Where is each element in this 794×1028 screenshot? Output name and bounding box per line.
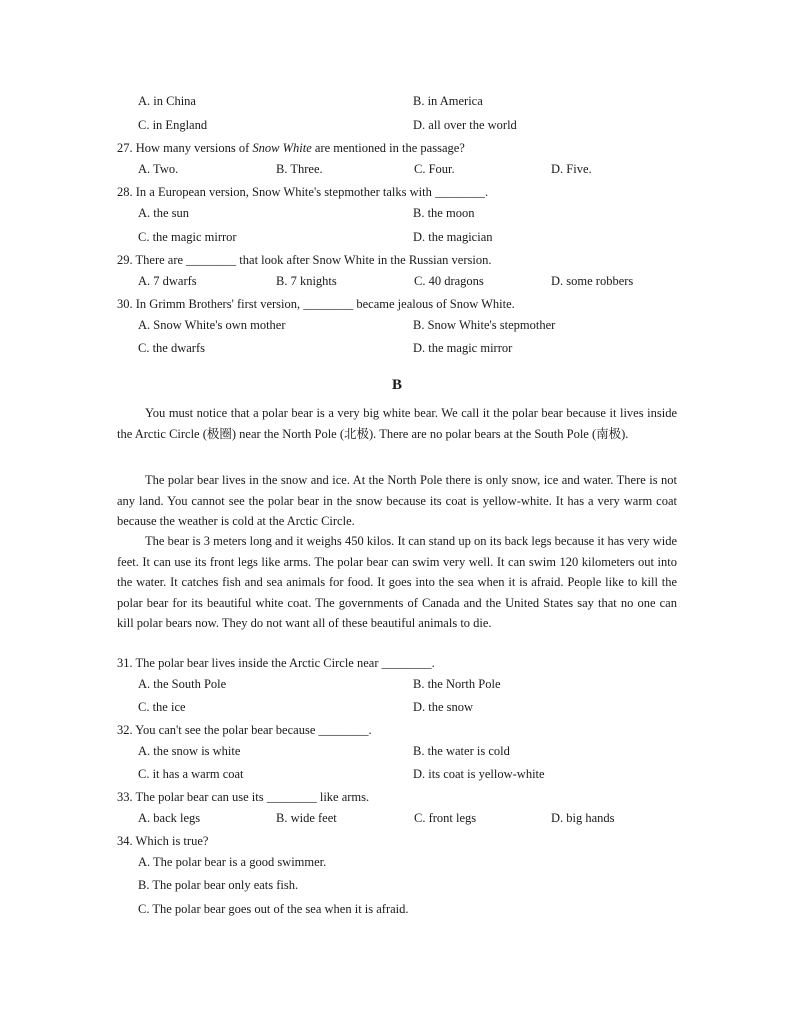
q31-option-c: C. the ice (138, 700, 186, 714)
passage-paragraph-3: The bear is 3 meters long and it weighs 450 kilos. It can stand up on its back legs because it has very wide feet. It can use its front legs like arms. The polar bear can swim very well. It can swim 120 kilometers out into the water. It catches fish and sea animals for food. It goes into the sea when it is afraid. People like to kill the polar bear for its beautiful white coat. The governments of Canada and the United States say that no one can kill polar bears now. They do not want all of these beautiful animals to die. (117, 534, 677, 630)
q27-stem-post: are mentioned in the passage? (311, 141, 465, 155)
q27-option-d: D. Five. (551, 162, 592, 176)
q33-option-d: D. big hands (551, 811, 615, 825)
q32-option-b: B. the water is cold (413, 744, 510, 758)
q33-stem-text: 33. The polar bear can use its ________ like arms. (117, 790, 370, 804)
q29-option-b: B. 7 knights (276, 274, 337, 288)
q27-option-c: C. Four. (414, 162, 455, 176)
q27-stem-italic: Snow White (252, 141, 312, 155)
q27-stem-pre: 27. How many versions of (117, 141, 253, 155)
q34-option-c-row (0, 900, 794, 918)
q29-options-row (0, 272, 794, 290)
q33-options-row (0, 809, 794, 827)
q32-option-a: A. the snow is white (138, 744, 241, 758)
q31-options-row-1 (0, 675, 794, 693)
q33-stem (0, 788, 794, 806)
q28-stem (0, 183, 794, 201)
q29-option-c: C. 40 dragons (414, 274, 484, 288)
q26-option-b: B. in America (413, 94, 483, 108)
q26-options-row-1 (0, 92, 794, 110)
q34-option-a: A. The polar bear is a good swimmer. (138, 855, 327, 869)
q30-stem-text: 30. In Grimm Brothers' first version, ________ became jealous of Snow White. (117, 297, 515, 311)
q29-stem (0, 251, 794, 269)
q26-option-c: C. in England (138, 118, 208, 132)
q28-option-b: B. the moon (413, 206, 475, 220)
q28-option-c: C. the magic mirror (138, 230, 237, 244)
q34-option-b: B. The polar bear only eats fish. (138, 878, 299, 892)
q30-option-b: B. Snow White's stepmother (413, 318, 556, 332)
q27-option-b: B. Three. (276, 162, 323, 176)
q31-option-b: B. the North Pole (413, 677, 501, 691)
q32-stem (0, 721, 794, 739)
q31-stem (0, 654, 794, 672)
q34-option-b-row (0, 876, 794, 894)
q31-option-a: A. the South Pole (138, 677, 227, 691)
q28-options-row-1 (0, 204, 794, 222)
q34-stem-text: 34. Which is true? (117, 834, 209, 848)
q26-options-row-2 (0, 116, 794, 134)
q29-option-d: D. some robbers (551, 274, 634, 288)
q26-option-a: A. in China (138, 94, 196, 108)
passage-paragraph-1: You must notice that a polar bear is a very big white bear. We call it the polar bear because it lives inside the Arctic Circle (极圈) near the North Pole (北极). There are no polar bears at the South Pole (南极). (117, 406, 677, 441)
q30-options-row-2 (0, 339, 794, 357)
q32-stem-text: 32. You can't see the polar bear because ________. (117, 723, 372, 737)
q30-stem (0, 295, 794, 313)
q28-stem-text: 28. In a European version, Snow White's stepmother talks with ________. (117, 185, 489, 199)
q31-stem-text: 31. The polar bear lives inside the Arctic Circle near ________. (117, 656, 435, 670)
q27-stem-text (117, 139, 465, 157)
q33-option-b: B. wide feet (276, 811, 337, 825)
q32-options-row-1 (0, 742, 794, 760)
q32-option-c: C. it has a warm coat (138, 767, 244, 781)
q32-option-d: D. its coat is yellow-white (413, 767, 545, 781)
section-b-heading: B (391, 377, 402, 393)
q31-option-d: D. the snow (413, 700, 474, 714)
q30-option-a: A. Snow White's own mother (138, 318, 286, 332)
q30-option-c: C. the dwarfs (138, 341, 205, 355)
q27-option-a: A. Two. (138, 162, 179, 176)
q34-option-a-row (0, 853, 794, 871)
q28-options-row-2 (0, 228, 794, 246)
q32-options-row-2 (0, 765, 794, 783)
q28-option-a: A. the sun (138, 206, 190, 220)
q34-stem (0, 832, 794, 850)
passage-paragraph-2: The polar bear lives in the snow and ice. At the North Pole there is only snow, ice and water. There is not any land. You cannot see the polar bear in the snow because its coat is yellow-white. It has a very warm coat because the weather is cold at the Arctic Circle. (117, 473, 677, 528)
q28-option-d: D. the magician (413, 230, 493, 244)
q27-options-row (0, 160, 794, 178)
q26-option-d: D. all over the world (413, 118, 517, 132)
q27-stem (0, 139, 794, 157)
q33-option-c: C. front legs (414, 811, 477, 825)
q34-option-c: C. The polar bear goes out of the sea when it is afraid. (138, 902, 409, 916)
q29-stem-text: 29. There are ________ that look after Snow White in the Russian version. (117, 253, 492, 267)
q30-option-d: D. the magic mirror (413, 341, 513, 355)
q33-option-a: A. back legs (138, 811, 201, 825)
q29-option-a: A. 7 dwarfs (138, 274, 197, 288)
q31-options-row-2 (0, 698, 794, 716)
q30-options-row-1 (0, 316, 794, 334)
